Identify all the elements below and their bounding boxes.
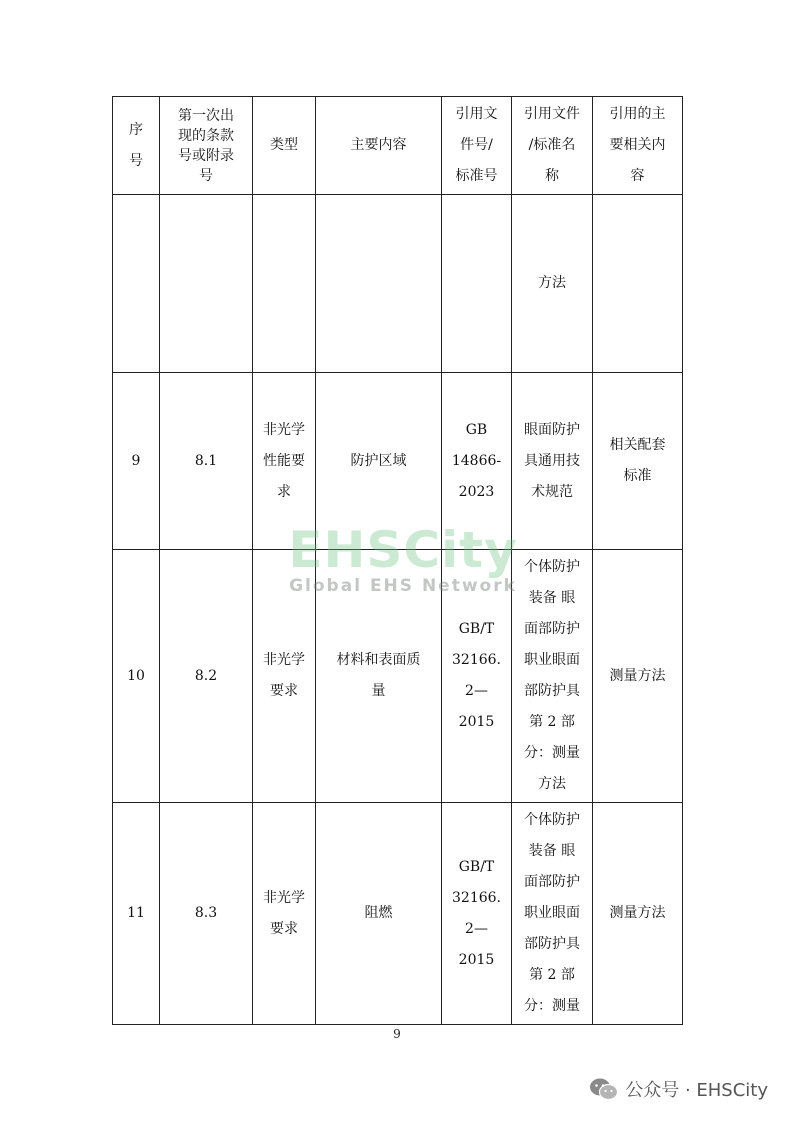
footer-credit [589,1076,768,1102]
content-cell: 阻燃 [316,803,442,1025]
content-cell: 防护区域 [316,373,442,550]
header-std-name: 引用文件 /标准名 称 [512,97,593,195]
table-header-row [113,97,683,195]
table-row [113,550,683,803]
page-number: 9 [393,1027,401,1041]
clause-cell: 8.1 [160,373,253,550]
type-cell: 非光学 要求 [253,803,316,1025]
related-cell: 测量方法 [593,550,683,803]
header-related: 引用的主 要相关内 容 [593,97,683,195]
std-name-cell: 方法 [512,195,593,373]
type-cell: 非光学 性能要 求 [253,373,316,550]
seq-cell: 9 [113,373,160,550]
std-name-cell: 个体防护 装备 眼 面部防护 职业眼面 部防护具 第 2 部 分：测量 [512,803,593,1025]
seq-cell: 10 [113,550,160,803]
related-cell: 相关配套 标准 [593,373,683,550]
type-cell: 非光学 要求 [253,550,316,803]
std-no-cell: GB/T 32166. 2— 2015 [442,550,512,803]
header-content: 主要内容 [316,97,442,195]
header-seq: 序 号 [113,97,160,195]
header-std-no: 引用文 件号/ 标准号 [442,97,512,195]
related-cell: 测量方法 [593,803,683,1025]
watermark-title: EHSCity [288,521,518,579]
clause-cell: 8.3 [160,803,253,1025]
seq-cell: 11 [113,803,160,1025]
table-row-continuation [113,195,683,373]
clause-cell: 8.2 [160,550,253,803]
std-no-cell: GB/T 32166. 2— 2015 [442,803,512,1025]
std-name-cell: 个体防护 装备 眼 面部防护 职业眼面 部防护具 第 2 部 分：测量 方法 [512,550,593,803]
table-row [113,373,683,550]
header-type: 类型 [253,97,316,195]
content-cell: 材料和表面质 量 [316,550,442,803]
std-no-cell: GB 14866- 2023 [442,373,512,550]
table-row [113,803,683,1025]
std-name-cell: 眼面防护 具通用技 术规范 [512,373,593,550]
header-clause: 第一次出 现的条款 号或附录 号 [160,97,253,195]
footer-credit-text: 公众号 · EHSCity [625,1080,768,1101]
watermark-subtitle: Global EHS Network [289,576,517,596]
wechat-icon [589,1077,619,1101]
standards-table [112,96,683,1025]
